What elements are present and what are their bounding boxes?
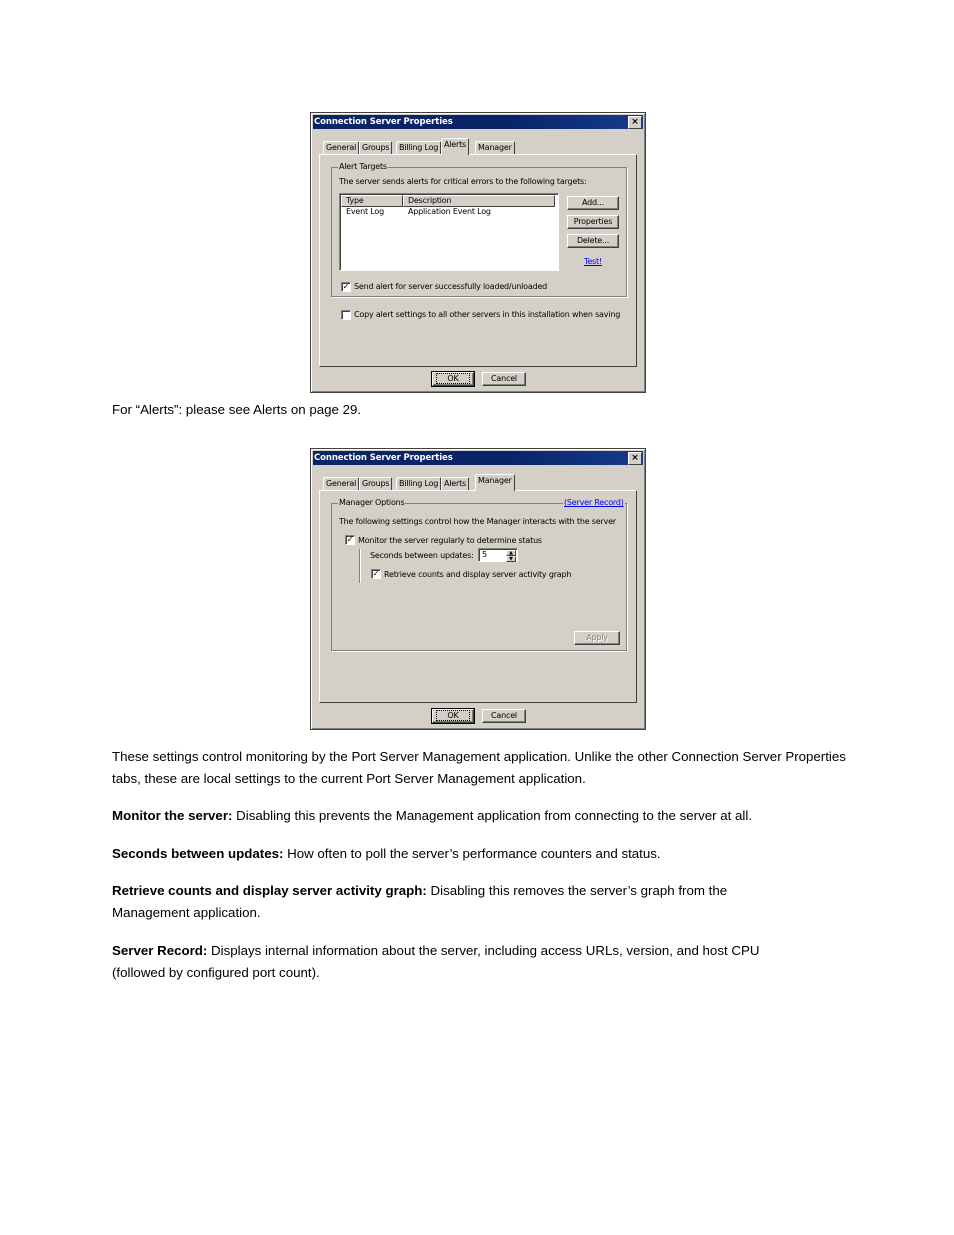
properties-button[interactable]: Properties xyxy=(567,215,619,229)
seconds-value[interactable]: 5 xyxy=(482,550,487,559)
apply-button[interactable]: Apply xyxy=(574,631,620,645)
table-row-type[interactable]: Event Log xyxy=(346,207,384,216)
send-alert-label: Send alert for server successfully loaded/unloaded xyxy=(354,282,548,291)
connection-server-properties-dialog-alerts xyxy=(310,112,646,393)
dialog-title: Connection Server Properties xyxy=(314,117,453,127)
ok-label: OK xyxy=(436,373,469,384)
ok-button[interactable] xyxy=(432,372,474,386)
term-retrieve-counts: Retrieve counts and display server activity graph: xyxy=(112,883,427,898)
copy-alert-settings-checkbox[interactable] xyxy=(341,310,351,320)
copy-alert-settings-label: Copy alert settings to all other servers in this installation when saving xyxy=(354,310,621,319)
spinner-buttons[interactable] xyxy=(506,550,516,561)
group-title: Alert Targets xyxy=(339,162,387,171)
text-retrieve-counts: Disabling this removes the server’s graph from the Management application. xyxy=(112,883,728,920)
indent-divider xyxy=(359,549,360,583)
group-title: Manager Options xyxy=(339,498,405,507)
test-link[interactable]: Test! xyxy=(584,257,602,266)
tab-groups[interactable]: Groups xyxy=(359,477,392,490)
column-header-type[interactable]: Type xyxy=(341,195,403,207)
seconds-between-updates-label: Seconds between updates: xyxy=(370,551,474,560)
tab-alerts[interactable]: Alerts xyxy=(441,477,469,490)
tab-manager[interactable]: Manager xyxy=(475,141,515,154)
ok-button[interactable] xyxy=(432,709,474,723)
alerts-tab-panel xyxy=(319,154,637,367)
spin-down-icon[interactable]: ▼ xyxy=(506,556,516,562)
delete-button[interactable]: Delete... xyxy=(567,234,619,248)
caption-alerts: For “Alerts”: please see Alerts on page 29. xyxy=(112,402,362,417)
alert-targets-group xyxy=(331,162,627,297)
table-row-description[interactable]: Application Event Log xyxy=(408,207,491,216)
monitor-server-label: Monitor the server regularly to determine status xyxy=(358,536,542,545)
dialog-title: Connection Server Properties xyxy=(314,453,453,463)
tab-manager[interactable]: Manager xyxy=(475,474,515,491)
close-icon[interactable]: × xyxy=(628,116,642,129)
tab-billing-log[interactable]: Billing Log xyxy=(396,477,441,490)
tab-alerts[interactable]: Alerts xyxy=(441,138,469,155)
paragraph-server-record xyxy=(112,940,812,984)
monitor-server-checkbox[interactable]: ✓ xyxy=(346,535,354,544)
alert-targets-list[interactable] xyxy=(339,193,559,271)
manager-tab-panel xyxy=(319,490,637,703)
term-server-record: Server Record: xyxy=(112,943,208,958)
tab-general[interactable]: General xyxy=(323,141,359,154)
term-seconds-between-updates: Seconds between updates: xyxy=(112,846,284,861)
paragraph-seconds-between-updates xyxy=(112,843,847,865)
text-seconds-between-updates: How often to poll the server’s performance counters and status. xyxy=(283,846,661,861)
add-button[interactable]: Add... xyxy=(567,196,619,210)
dialog-title-bar[interactable] xyxy=(313,115,643,129)
server-record-link[interactable]: (Server Record) xyxy=(564,498,624,507)
retrieve-counts-checkbox[interactable]: ✓ xyxy=(372,569,380,578)
close-icon[interactable]: × xyxy=(628,452,642,465)
manager-options-description: The following settings control how the Manager interacts with the server xyxy=(339,517,616,526)
dialog-title-bar[interactable] xyxy=(313,451,643,465)
tab-groups[interactable]: Groups xyxy=(359,141,392,154)
cancel-button[interactable]: Cancel xyxy=(482,709,526,723)
intro-paragraph: These settings control monitoring by the Port Server Management application. Unlike the other Connection Server Properties tabs, these are local settings to the current Port Server Management application. xyxy=(112,749,846,786)
text-monitor-server: Disabling this prevents the Management application from connecting to the server at all. xyxy=(232,808,753,823)
paragraph-monitor-server xyxy=(112,805,847,827)
paragraph-retrieve-counts xyxy=(112,880,772,924)
tab-billing-log[interactable]: Billing Log xyxy=(396,141,441,154)
spin-up-icon[interactable]: ▲ xyxy=(506,550,516,556)
cancel-button[interactable]: Cancel xyxy=(482,372,526,386)
tab-general[interactable]: General xyxy=(323,477,359,490)
term-monitor-server: Monitor the server: xyxy=(112,808,233,823)
retrieve-counts-label: Retrieve counts and display server activity graph xyxy=(384,570,572,579)
alert-targets-description: The server sends alerts for critical errors to the following targets: xyxy=(339,177,587,186)
text-server-record: Displays internal information about the server, including access URLs, version, and host CPU (followed by configured port count). xyxy=(112,943,760,980)
manager-options-group xyxy=(331,498,627,651)
ok-label: OK xyxy=(436,710,469,721)
connection-server-properties-dialog-manager xyxy=(310,448,646,730)
column-header-description[interactable]: Description xyxy=(403,195,555,207)
send-alert-checkbox[interactable]: ✓ xyxy=(342,282,350,291)
seconds-between-updates-spinner[interactable] xyxy=(478,548,518,562)
